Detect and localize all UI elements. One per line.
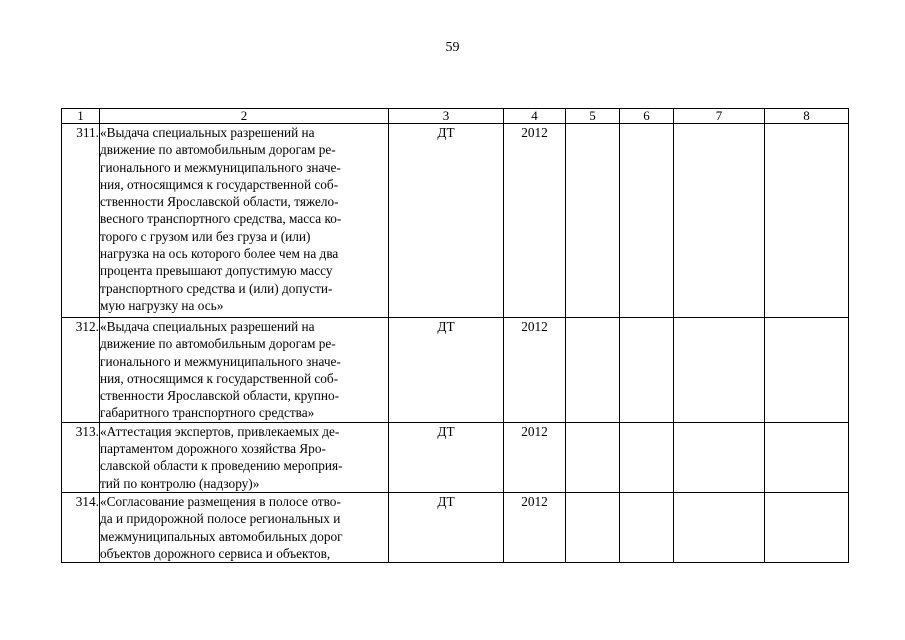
empty-cell [674,318,765,423]
row-number: 313. [62,422,100,492]
service-name-line: «Аттестация экспертов, привлекаемых де- [100,423,340,439]
empty-cell [765,492,849,562]
row-number: 314. [62,492,100,562]
empty-cell [765,422,849,492]
column-header: 7 [674,109,765,124]
service-name [100,492,389,562]
service-name-line: объектов дорожного сервиса и объектов, [100,545,331,561]
service-name-line: габаритного транспортного средства» [100,405,315,421]
empty-cell [765,124,849,318]
empty-cell [674,492,765,562]
empty-cell [566,422,620,492]
service-name-line: движение по автомобильным дорогам ре- [100,142,336,158]
service-name [100,422,389,492]
column-header: 6 [620,109,674,124]
empty-cell [674,422,765,492]
service-name-line: межмуниципальных автомобильных дорог [100,528,343,544]
column-header: 3 [389,109,504,124]
service-name-line: процента превышают допустимую массу [100,263,333,279]
column-header: 4 [504,109,566,124]
empty-cell [620,492,674,562]
service-name-line: ственности Ярославской области, тяжело- [100,194,339,210]
empty-cell [620,318,674,423]
row-number: 311. [62,124,100,318]
empty-cell [620,124,674,318]
year-cell: 2012 [504,318,566,423]
header-row [62,109,849,124]
empty-cell [620,422,674,492]
service-name-line: тий по контролю (надзору)» [100,475,260,491]
service-name-line: гионального и межмуниципального значе- [100,353,341,369]
service-name-line: весного транспортного средства, масса ко- [100,211,342,227]
service-name-line: движение по автомобильным дорогам ре- [100,336,336,352]
year-cell: 2012 [504,124,566,318]
empty-cell [566,318,620,423]
authority-code: ДТ [389,492,504,562]
column-header: 5 [566,109,620,124]
service-name-line: транспортного средства и (или) допусти- [100,280,333,296]
service-name-line: нагрузка на ось которого более чем на два [100,246,339,262]
empty-cell [765,318,849,423]
empty-cell [566,492,620,562]
empty-cell [566,124,620,318]
row-number: 312. [62,318,100,423]
column-header: 2 [100,109,389,124]
table-row [62,318,849,423]
service-name-line: «Согласование размещения в полосе отво- [100,493,341,509]
service-name-line: мую нагрузку на ось» [100,297,224,313]
service-name-line: ственности Ярославской области, крупно- [100,388,340,404]
service-name-line: да и придорожной полосе региональных и [100,511,341,527]
service-name-line: славской области к проведению мероприя- [100,458,343,474]
service-name-line: «Выдача специальных разрешений на [100,319,315,334]
table-row [62,492,849,562]
service-name [100,318,389,423]
service-name-line: ния, относящимся к государственной соб- [100,370,339,386]
year-cell: 2012 [504,492,566,562]
authority-code: ДТ [389,124,504,318]
column-header: 1 [62,109,100,124]
table-row [62,422,849,492]
authority-code: ДТ [389,318,504,423]
authority-code: ДТ [389,422,504,492]
page-number: 59 [445,40,460,55]
registry-table [61,108,849,563]
year-cell: 2012 [504,422,566,492]
service-name-line: партаментом дорожного хозяйства Яро- [100,441,326,457]
service-name [100,124,389,318]
table-row [62,124,849,318]
service-name-line: гионального и межмуниципального значе- [100,159,341,175]
empty-cell [674,124,765,318]
service-name-line: ния, относящимся к государственной соб- [100,176,339,192]
service-name-line: торого с грузом или без груза и (или) [100,228,311,244]
service-name-line: «Выдача специальных разрешений на [100,125,315,140]
column-header: 8 [765,109,849,124]
